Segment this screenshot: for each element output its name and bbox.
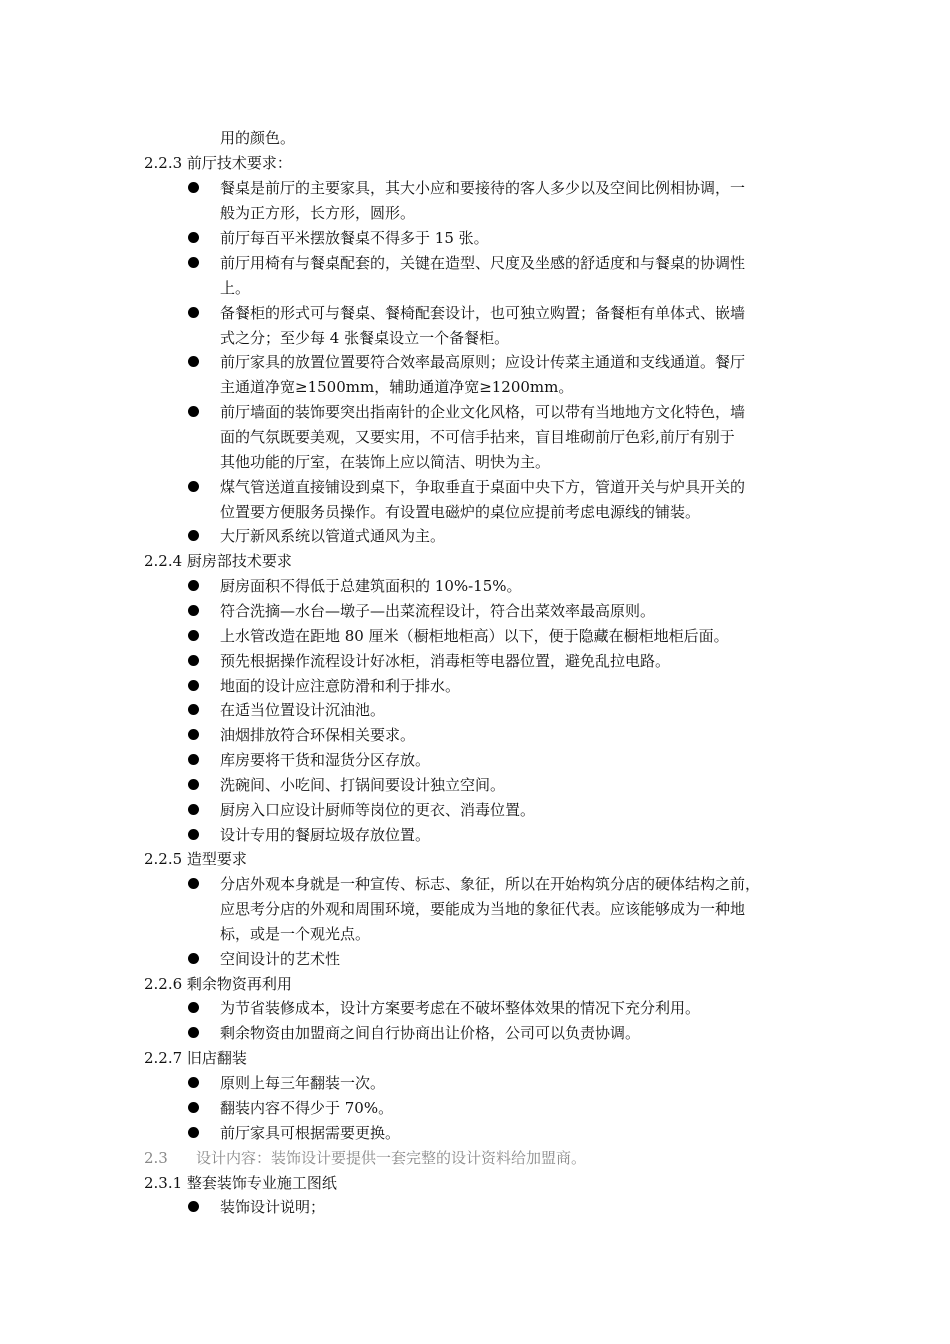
bullet-icon: [188, 1102, 199, 1113]
section-heading-2-2-4: 2.2.4 厨房部技术要求: [144, 552, 292, 570]
bullet-icon: [188, 630, 199, 641]
section-heading-2-2-6: 2.2.6 剩余物资再利用: [144, 975, 292, 993]
bullet-icon: [188, 182, 199, 193]
bullet-icon: [188, 680, 199, 691]
list-item-text: 地面的设计应注意防滑和利于排水。: [220, 677, 461, 695]
list-item-text: 预先根据操作流程设计好冰柜，消毒柜等电器位置，避免乱拉电路。: [220, 652, 671, 670]
section-heading-2-2-7: 2.2.7 旧店翻装: [144, 1049, 247, 1067]
bullet-icon: [188, 481, 199, 492]
bullet-icon: [188, 804, 199, 815]
list-item-text: 应思考分店的外观和周围环境，要能成为当地的象征代表。应该能够成为一种地: [220, 900, 746, 918]
list-item-text: 前厅每百平米摆放餐桌不得多于 15 张。: [220, 229, 489, 247]
bullet-icon: [188, 257, 199, 268]
list-item-text: 装饰设计说明；: [220, 1198, 326, 1216]
list-item-text: 厨房面积不得低于总建筑面积的 10%-15%。: [220, 577, 522, 595]
list-item-text: 煤气管送道直接铺设到桌下，争取垂直于桌面中央下方，管道开关与炉具开关的: [220, 478, 746, 496]
bullet-icon: [188, 704, 199, 715]
bullet-icon: [188, 356, 199, 367]
section-heading-2-2-3: 2.2.3 前厅技术要求：: [144, 154, 292, 172]
list-item-text: 为节省装修成本，设计方案要考虑在不破坏整体效果的情况下充分利用。: [220, 999, 701, 1017]
list-item-text: 符合洗摘—水台—墩子—出菜流程设计，符合出菜效率最高原则。: [220, 602, 656, 620]
list-item-text: 厨房入口应设计厨师等岗位的更衣、消毒位置。: [220, 801, 536, 819]
bullet-icon: [188, 878, 199, 889]
list-item-text: 大厅新风系统以管道式通风为主。: [220, 527, 446, 545]
bullet-icon: [188, 754, 199, 765]
bullet-icon: [188, 580, 199, 591]
list-item-text: 库房要将干货和湿货分区存放。: [220, 751, 431, 769]
list-item-text: 上水管改造在距地 80 厘米（橱柜地柜高）以下，便于隐藏在橱柜地柜后面。: [220, 627, 729, 645]
list-item-text: 其他功能的厅室，在装饰上应以简洁、明快为主。: [220, 453, 551, 471]
list-item-text: 前厅用椅有与餐桌配套的，关键在造型、尺度及坐感的舒适度和与餐桌的协调性: [220, 254, 746, 272]
list-item-text: 洗碗间、小吃间、打锅间要设计独立空间。: [220, 776, 506, 794]
list-item-text: 面的气氛既要美观，又要实用，不可信手拈来，盲目堆砌前厅色彩,前厅有别于: [220, 428, 735, 446]
list-item-text: 油烟排放符合环保相关要求。: [220, 726, 416, 744]
list-item-text: 餐桌是前厅的主要家具，其大小应和要接待的客人多少以及空间比例相协调，一: [220, 179, 746, 197]
list-item-text: 在适当位置设计沉油池。: [220, 701, 386, 719]
bullet-icon: [188, 307, 199, 318]
list-item-text: 式之分；至少每 4 张餐桌设立一个备餐柜。: [220, 329, 510, 347]
section-number-2-3: 2.3: [144, 1149, 168, 1167]
bullet-icon: [188, 729, 199, 740]
bullet-icon: [188, 1027, 199, 1038]
list-item-text: 上。: [220, 279, 251, 297]
list-item-text: 空间设计的艺术性: [220, 950, 341, 968]
bullet-icon: [188, 779, 199, 790]
bullet-icon: [188, 1201, 199, 1212]
bullet-icon: [188, 953, 199, 964]
list-item-text: 分店外观本身就是一种宣传、标志、象征，所以在开始构筑分店的硬体结构之前，: [220, 875, 761, 893]
bullet-icon: [188, 406, 199, 417]
list-item-text: 剩余物资由加盟商之间自行协商出让价格，公司可以负责协调。: [220, 1024, 641, 1042]
list-item-text: 前厅家具可根据需要更换。: [220, 1124, 401, 1142]
bullet-icon: [188, 1127, 199, 1138]
list-item-text: 前厅墙面的装饰要突出指南针的企业文化风格，可以带有当地地方文化特色，墙: [220, 403, 746, 421]
section-heading-2-3-1: 2.3.1 整套装饰专业施工图纸: [144, 1174, 337, 1192]
list-item-text: 原则上每三年翻装一次。: [220, 1074, 386, 1092]
list-item-text: 设计专用的餐厨垃圾存放位置。: [220, 826, 431, 844]
section-heading-2-2-5: 2.2.5 造型要求: [144, 850, 247, 868]
bullet-icon: [188, 655, 199, 666]
list-item-text: 般为正方形，长方形，圆形。: [220, 204, 416, 222]
bullet-icon: [188, 1002, 199, 1013]
list-item-text: 主通道净宽≥1500mm，辅助通道净宽≥1200mm。: [220, 378, 574, 396]
bullet-icon: [188, 530, 199, 541]
continuation-text: 用的颜色。: [220, 129, 296, 147]
bullet-icon: [188, 605, 199, 616]
bullet-icon: [188, 1077, 199, 1088]
list-item-text: 备餐柜的形式可与餐桌、餐椅配套设计，也可独立购置；备餐柜有单体式、嵌墙: [220, 304, 746, 322]
section-heading-2-3: 设计内容：装饰设计要提供一套完整的设计资料给加盟商。: [196, 1149, 587, 1167]
list-item-text: 前厅家具的放置位置要符合效率最高原则；应设计传菜主通道和支线通道。餐厅: [220, 353, 746, 371]
list-item-text: 位置要方便服务员操作。有设置电磁炉的桌位应提前考虑电源线的铺装。: [220, 503, 701, 521]
bullet-icon: [188, 829, 199, 840]
bullet-icon: [188, 232, 199, 243]
list-item-text: 标，或是一个观光点。: [220, 925, 371, 943]
list-item-text: 翻装内容不得少于 70%。: [220, 1099, 394, 1117]
